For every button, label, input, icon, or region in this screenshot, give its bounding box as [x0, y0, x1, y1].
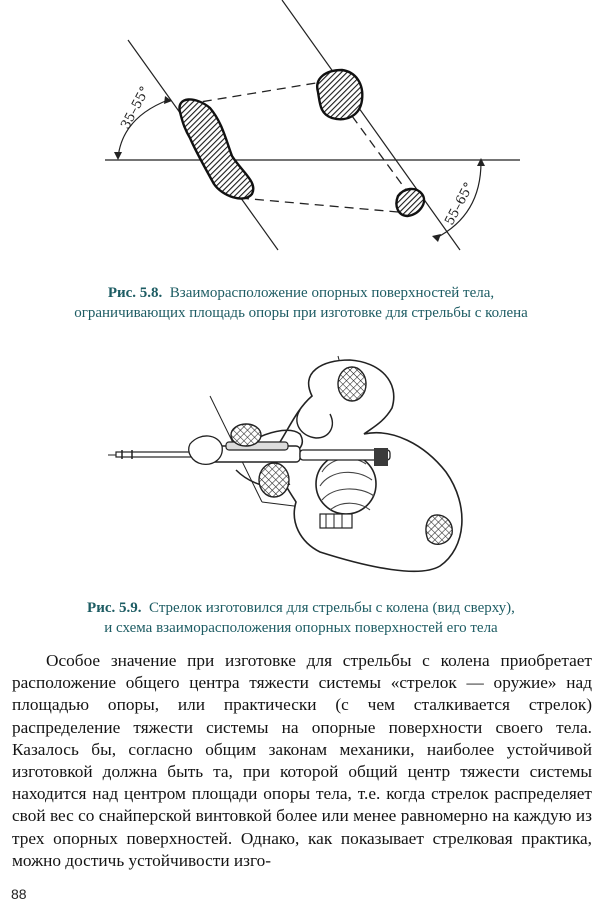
page-number: 88 — [11, 886, 27, 902]
toe-support-surface — [426, 515, 452, 544]
support-surfaces-diagram — [0, 0, 602, 282]
figure-5-9-caption — [0, 598, 602, 638]
caption-label: Рис. 5.9. — [87, 600, 142, 616]
shooter-top-view-illustration — [0, 352, 602, 592]
foot-support-surface — [259, 463, 289, 497]
caption-text-line1: Взаиморасположение опорных поверхностей тела, — [169, 285, 495, 301]
caption-label: Рис. 5.8. — [107, 285, 163, 301]
shooter-head — [316, 454, 376, 514]
caption-text-line1: Стрелок изготовился для стрельбы с колена (вид сверху), — [149, 600, 515, 616]
angle-label-left: 35–55° — [118, 84, 154, 132]
caption-text-line2: ограничивающих площадь опоры при изготовке для стрельбы с колена — [74, 305, 528, 321]
right-axis-line — [282, 0, 460, 250]
angle-label-right: 55–65° — [442, 180, 478, 228]
figure-5-9 — [0, 352, 602, 592]
toe-support-surface — [396, 189, 424, 216]
figure-5-8 — [0, 0, 602, 282]
elbow-support-surface — [231, 424, 261, 446]
knee-support-surface — [317, 70, 362, 119]
foot-support-surface — [179, 99, 253, 198]
knee-support-surface — [338, 367, 366, 401]
figure-5-8-caption — [0, 283, 602, 323]
caption-text-line2: и схема взаиморасположения опорных поверхностей его тела — [104, 620, 498, 636]
body-paragraph: Особое значение при изготовке для стрельбы с колена приобретает расположение общего центра тяжести системы «стрелок — оружие» над площадью опоры, или практически (с чем сталкивается стрелок) распределение тяжести системы на опорные поверхности своего тела. Казалось бы, согласно общим законам механики, наиболее устойчивой изготовкой должна быть та, при которой общий центр тяжести системы находится над центром площади опоры тела, т.е. когда стрелок распределяет свой вес со снайперской винтовкой более или менее равномерно на каждую из трех опорных поверхностей. Однако, как показывает стрелковая практика, можно достичь устойчивости изго- — [12, 651, 592, 870]
